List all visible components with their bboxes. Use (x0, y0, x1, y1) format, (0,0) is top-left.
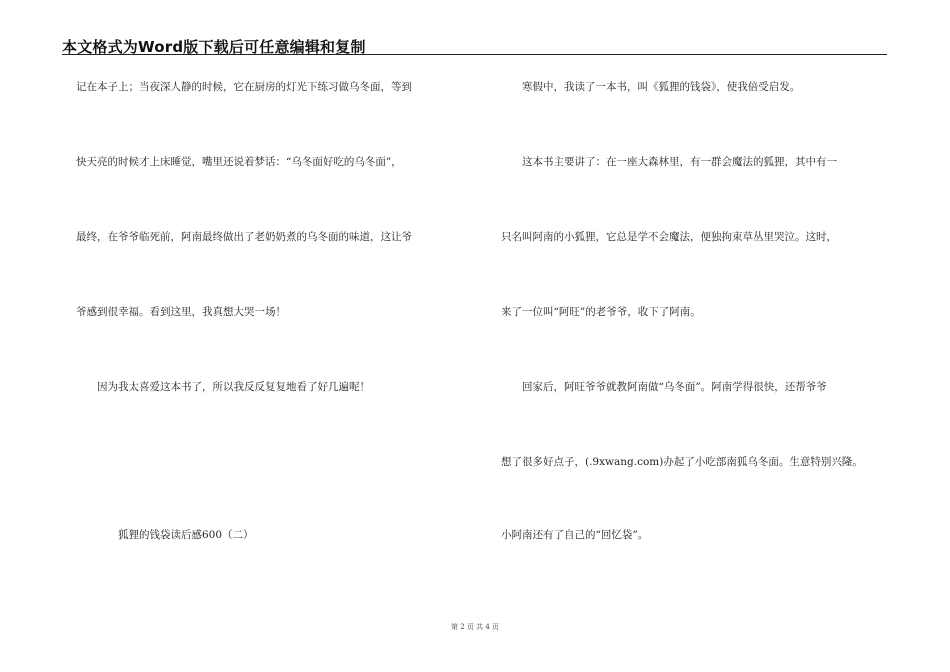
paragraph-line: 记在本子上；当夜深人静的时候，它在厨房的灯光下练习做乌冬面，等到 (76, 81, 412, 93)
paragraph-line: 因为我太喜爱这本书了，所以我反反复复地看了好几遍呢！ (76, 381, 370, 393)
header-divider (62, 54, 887, 55)
paragraph-line: 想了很多好点子，(.9xwang.com)办起了小吃部南狐乌冬面。生意特别兴隆。 (501, 456, 863, 468)
paragraph-line: 最终，在爷爷临死前，阿南最终做出了老奶奶煮的乌冬面的味道，这让爷 (76, 231, 412, 243)
paragraph-line: 回家后，阿旺爷爷就教阿南做“乌冬面”。阿南学得很快，还帮爷爷 (501, 381, 827, 393)
paragraph-line: 来了一位叫“阿旺”的老爷爷，收下了阿南。 (501, 306, 701, 318)
document-header-title: 本文格式为Word版下载后可任意编辑和复制 (62, 38, 366, 56)
page-number-footer: 第 2 页 共 4 页 (450, 623, 500, 631)
paragraph-line: 爷感到很幸福。看到这里，我真想大哭一场！ (76, 306, 286, 318)
paragraph-line: 快天亮的时候才上床睡觉，嘴里还说着梦话：“乌冬面好吃的乌冬面”， (76, 156, 402, 168)
paragraph-line: 小阿南还有了自己的“回忆袋”。 (501, 529, 649, 541)
paragraph-line: 这本书主要讲了：在一座大森林里，有一群会魔法的狐狸，其中有一 (501, 156, 837, 168)
paragraph-line: 寒假中，我读了一本书，叫《狐狸的钱袋》，使我倍受启发。 (501, 81, 801, 93)
section-heading: 狐狸的钱袋读后感600（二） (76, 529, 254, 541)
paragraph-line: 只名叫阿南的小狐狸，它总是学不会魔法，便独拘束草丛里哭泣。这时， (501, 231, 837, 243)
